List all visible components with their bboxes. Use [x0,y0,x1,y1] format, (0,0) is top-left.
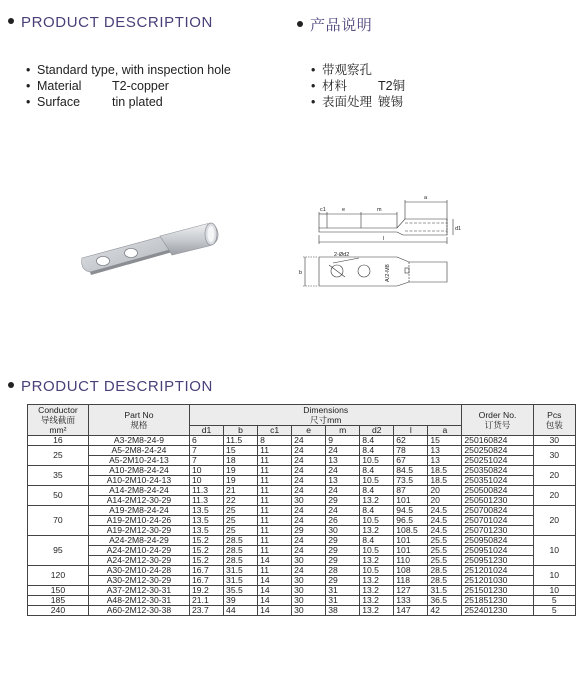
cell-order-no: 250951024 [462,546,533,556]
cell-conductor: 70 [28,506,89,536]
header-part-no: Part No 规格 [88,405,189,436]
bullet-icon: • [26,95,31,109]
header-dim-m: m [326,426,360,436]
cell-dimension: 73.5 [394,476,428,486]
cell-order-no: 251851230 [462,596,533,606]
feature-key: Material [37,79,82,93]
table-row [28,516,576,526]
cell-part-no: A30-2M12-30-29 [88,576,189,586]
cell-dimension: 84.5 [394,466,428,476]
header-order-no: Order No. 订货号 [462,405,533,436]
table-row [28,596,576,606]
cell-dimension: 13 [326,476,360,486]
technical-drawing [297,190,467,305]
cell-dimension: 26 [326,516,360,526]
cell-dimension: 28.5 [224,546,258,556]
cell-dimension: 30 [292,496,326,506]
bullet-dot-icon [8,18,14,24]
cell-order-no: 250160824 [462,436,533,446]
cell-dimension: 24 [326,446,360,456]
cell-dimension: 6 [190,436,224,446]
cell-part-no: A10-2M10-24-13 [88,476,189,486]
cell-dimension: 8.4 [360,466,394,476]
cell-order-no: 250950824 [462,536,533,546]
cell-pcs: 20 [533,486,575,506]
dim-label-a: a [424,195,428,201]
cell-dimension: 10.5 [360,566,394,576]
cell-dimension: 29 [326,546,360,556]
cell-pcs: 10 [533,536,575,566]
cell-dimension: 62 [394,436,428,446]
cell-dimension: 28.5 [224,536,258,546]
cell-dimension: 25 [224,526,258,536]
bolt-hole-icon [125,248,138,257]
cell-order-no: 252401230 [462,606,533,616]
cell-dimension: 13.2 [360,526,394,536]
cell-order-no: 250351024 [462,476,533,486]
cell-dimension: 11 [258,496,292,506]
cell-dimension: 30 [292,596,326,606]
cell-dimension: 20 [428,486,462,496]
feature-value: tin plated [112,95,163,109]
cell-dimension: 13.5 [190,516,224,526]
cell-dimension: 24 [326,466,360,476]
cell-part-no: A24-2M12-30-29 [88,556,189,566]
cell-dimension: 10.5 [360,546,394,556]
cell-dimension: 13 [428,446,462,456]
cell-dimension: 127 [394,586,428,596]
cell-pcs: 30 [533,446,575,466]
bullet-dot-icon [297,21,303,27]
cell-dimension: 30 [292,576,326,586]
table-row [28,476,576,486]
header-dim-e: e [292,426,326,436]
cell-dimension: 38 [326,606,360,616]
cell-dimension: 28.5 [428,566,462,576]
cell-dimension: 11 [258,456,292,466]
cell-dimension: 11 [258,536,292,546]
cell-part-no: A19-2M8-24-24 [88,506,189,516]
cell-dimension: 8.4 [360,486,394,496]
cell-dimension: 24 [292,466,326,476]
cell-dimension: 31 [326,596,360,606]
cell-conductor: 150 [28,586,89,596]
cell-dimension: 8.4 [360,436,394,446]
cell-dimension: 39 [224,596,258,606]
cell-dimension: 11 [258,486,292,496]
cell-dimension: 16.7 [190,566,224,576]
top-view-outline [319,257,447,286]
bullet-icon: • [311,63,316,77]
cell-dimension: 7 [190,446,224,456]
cell-dimension: 15 [428,436,462,446]
cell-part-no: A30-2M10-24-28 [88,566,189,576]
feature-item [26,94,231,110]
cell-dimension: 24 [292,456,326,466]
cell-dimension: 42 [428,606,462,616]
cell-dimension: 67 [394,456,428,466]
cell-dimension: 24 [292,516,326,526]
cell-dimension: 29 [292,526,326,536]
cell-dimension: 8.4 [360,536,394,546]
cell-part-no: A24-2M10-24-29 [88,546,189,556]
cell-dimension: 15.2 [190,546,224,556]
table-row [28,506,576,516]
feature-key: 材料 [322,79,348,93]
feature-item [26,78,231,94]
cell-dimension: 28.5 [428,576,462,586]
cell-dimension: 30 [326,526,360,536]
cell-dimension: 25 [224,516,258,526]
dim-label-c1: c1 [320,207,326,213]
cell-part-no: A14-2M8-24-24 [88,486,189,496]
feature-value: T2铜 [378,79,406,93]
table-row [28,526,576,536]
cell-dimension: 24.5 [428,526,462,536]
cell-dimension: 18.5 [428,466,462,476]
cell-order-no: 250251024 [462,456,533,466]
bullet-icon: • [26,63,31,77]
cell-dimension: 31.5 [224,576,258,586]
cell-dimension: 8.4 [360,506,394,516]
cell-dimension: 25.5 [428,556,462,566]
cell-dimension: 14 [258,586,292,596]
cell-dimension: 28 [326,566,360,576]
header-dim-c1: c1 [258,426,292,436]
cell-dimension: 14 [258,596,292,606]
header-dim-d1: d1 [190,426,224,436]
cell-dimension: 30 [292,586,326,596]
cell-conductor: 185 [28,596,89,606]
cell-order-no: 250500824 [462,486,533,496]
cell-part-no: A24-2M8-24-29 [88,536,189,546]
cell-dimension: 18 [224,456,258,466]
cell-dimension: 10 [190,476,224,486]
dim-label-e: e [342,207,346,213]
cell-dimension: 19 [224,466,258,476]
cell-dimension: 13 [428,456,462,466]
cell-conductor: 16 [28,436,89,446]
section-heading-zh: 产品说明 [297,14,372,35]
feature-key: Standard type, with inspection hole [37,63,231,77]
spec-table-body [28,436,576,616]
cell-dimension: 110 [394,556,428,566]
cell-dimension: 108 [394,566,428,576]
header-dim-a: a [428,426,462,436]
cell-dimension: 13.2 [360,556,394,566]
cell-dimension: 11 [258,516,292,526]
cell-dimension: 31 [326,586,360,596]
cell-dimension: 21.1 [190,596,224,606]
table-row [28,606,576,616]
cell-order-no: 250250824 [462,446,533,456]
cell-order-no: 250350824 [462,466,533,476]
cell-order-no: 250701230 [462,526,533,536]
barrel-bore [208,226,215,242]
cell-part-no: A60-2M12-30-38 [88,606,189,616]
cell-dimension: 21 [224,486,258,496]
cell-dimension: 11.3 [190,496,224,506]
cell-dimension: 25.5 [428,546,462,556]
cell-part-no: A5-2M10-24-13 [88,456,189,466]
bullet-dot-icon [8,382,14,388]
table-row [28,576,576,586]
cell-part-no: A5-2M8-24-24 [88,446,189,456]
cell-conductor: 240 [28,606,89,616]
cell-dimension: 29 [326,556,360,566]
cell-part-no: A3-2M8-24-9 [88,436,189,446]
cell-dimension: 24 [292,436,326,446]
feature-item [311,78,405,94]
header-dim-d2: d2 [360,426,394,436]
cell-pcs: 5 [533,606,575,616]
cell-part-no: A48-2M12-30-31 [88,596,189,606]
cell-dimension: 108.5 [394,526,428,536]
product-photo [72,200,232,280]
table-row [28,456,576,466]
cell-dimension: 11 [258,506,292,516]
cell-dimension: 94.5 [394,506,428,516]
cell-pcs: 30 [533,436,575,446]
cell-dimension: 118 [394,576,428,586]
cell-dimension: 8.4 [360,446,394,456]
cell-dimension: 96.5 [394,516,428,526]
header-dimensions: Dimensions 尺寸mm [190,405,462,426]
cell-dimension: 101 [394,496,428,506]
cell-dimension: 15 [224,446,258,456]
cell-dimension: 24 [292,486,326,496]
cell-part-no: A19-2M12-30-29 [88,526,189,536]
table-row [28,446,576,456]
header-dim-b: b [224,426,258,436]
cell-conductor: 25 [28,446,89,466]
cell-conductor: 35 [28,466,89,486]
cell-dimension: 8 [258,436,292,446]
bullet-icon: • [26,79,31,93]
cell-dimension: 31.5 [224,566,258,576]
cell-part-no: A19-2M10-24-26 [88,516,189,526]
cell-order-no: 250501230 [462,496,533,506]
cell-conductor: 50 [28,486,89,506]
cell-order-no: 251201024 [462,566,533,576]
cell-dimension: 15.2 [190,536,224,546]
header-dim-l: l [394,426,428,436]
cell-dimension: 15.2 [190,556,224,566]
cell-dimension: 29 [326,536,360,546]
section-heading-en-2: PRODUCT DESCRIPTION [8,378,213,395]
cell-dimension: 13.2 [360,576,394,586]
feature-value: T2-copper [112,79,169,93]
cell-dimension: 24 [326,486,360,496]
side-view-outline [319,219,447,235]
cell-dimension: 29 [326,496,360,506]
cell-dimension: 78 [394,446,428,456]
cell-pcs: 10 [533,586,575,596]
cell-order-no: 251501230 [462,586,533,596]
cell-order-no: 250700824 [462,506,533,516]
cell-dimension: 13.2 [360,596,394,606]
cell-pcs: 5 [533,596,575,606]
cell-dimension: 101 [394,546,428,556]
cell-dimension: 147 [394,606,428,616]
table-row [28,586,576,596]
cell-dimension: 11 [258,466,292,476]
cell-dimension: 24 [292,546,326,556]
cell-dimension: 14 [258,576,292,586]
features-list-zh [311,62,405,110]
cell-dimension: 10 [190,466,224,476]
cell-dimension: 24.5 [428,506,462,516]
dim-label-m: m [377,207,382,213]
cell-dimension: 87 [394,486,428,496]
cell-dimension: 24 [292,476,326,486]
cell-pcs: 20 [533,506,575,536]
feature-item [26,62,231,78]
cell-dimension: 7 [190,456,224,466]
cell-dimension: 36.5 [428,596,462,606]
cell-part-no: A10-2M8-24-24 [88,466,189,476]
cell-dimension: 28.5 [224,556,258,566]
features-list-en [26,62,231,110]
cell-pcs: 10 [533,566,575,586]
cell-order-no: 251201030 [462,576,533,586]
table-row [28,436,576,446]
cell-dimension: 101 [394,536,428,546]
dim-label-b: b [299,270,303,276]
cell-dimension: 24 [292,506,326,516]
cell-pcs: 20 [533,466,575,486]
bolt-hole-icon [97,256,110,265]
dim-label-d1: d1 [455,226,462,232]
cell-dimension: 11 [258,526,292,536]
cell-dimension: 9 [326,436,360,446]
section-heading-en: PRODUCT DESCRIPTION [8,14,213,31]
cell-dimension: 133 [394,596,428,606]
cell-dimension: 10.5 [360,516,394,526]
table-row [28,566,576,576]
cell-dimension: 16.7 [190,576,224,586]
cell-dimension: 11.5 [224,436,258,446]
cell-dimension: 13.2 [360,496,394,506]
feature-item [311,62,405,78]
table-row [28,496,576,506]
cell-dimension: 19.2 [190,586,224,596]
cell-dimension: 30 [292,606,326,616]
cell-order-no: 250951230 [462,556,533,566]
cell-order-no: 250701024 [462,516,533,526]
cell-dimension: 24 [292,446,326,456]
dim-label-l: l [383,236,385,242]
cell-dimension: 20 [428,496,462,506]
stamp-marking: A/2-M8 [385,264,391,282]
header-pcs: Pcs 包装 [533,405,575,436]
cell-conductor: 120 [28,566,89,586]
cell-dimension: 44 [224,606,258,616]
cell-dimension: 35.5 [224,586,258,596]
cell-part-no: A37-2M12-30-31 [88,586,189,596]
cell-dimension: 10.5 [360,476,394,486]
feature-key: 表面处理 [322,95,373,109]
cell-dimension: 31.5 [428,586,462,596]
cell-dimension: 30 [292,556,326,566]
cell-dimension: 13.2 [360,586,394,596]
spec-table [27,404,576,616]
cell-dimension: 13 [326,456,360,466]
feature-key: Surface [37,95,81,109]
cell-dimension: 29 [326,576,360,586]
feature-value: 镀锡 [378,95,404,109]
bullet-icon: • [311,79,316,93]
cell-dimension: 11 [258,566,292,576]
cell-dimension: 19 [224,476,258,486]
cell-dimension: 24 [326,506,360,516]
cell-conductor: 95 [28,536,89,566]
bullet-icon: • [311,95,316,109]
cell-dimension: 13.5 [190,506,224,516]
cell-dimension: 11.3 [190,486,224,496]
hole-callout: 2-Ød2 [334,252,350,258]
cell-dimension: 24 [292,536,326,546]
cell-dimension: 23.7 [190,606,224,616]
cell-dimension: 11 [258,546,292,556]
cell-dimension: 25.5 [428,536,462,546]
feature-item [311,94,405,110]
cell-dimension: 18.5 [428,476,462,486]
cell-dimension: 13.2 [360,606,394,616]
cell-dimension: 10.5 [360,456,394,466]
cell-dimension: 24.5 [428,516,462,526]
feature-key: 带观察孔 [322,63,373,77]
table-row [28,546,576,556]
table-row [28,466,576,476]
bolt-hole-icon [358,265,370,277]
cell-dimension: 11 [258,446,292,456]
cell-dimension: 24 [292,566,326,576]
table-row [28,556,576,566]
table-row [28,486,576,496]
cell-dimension: 25 [224,506,258,516]
cell-dimension: 13.5 [190,526,224,536]
table-row [28,536,576,546]
cell-part-no: A14-2M12-30-29 [88,496,189,506]
cell-dimension: 22 [224,496,258,506]
header-conductor: Conductor 导线截面 mm² [28,405,89,436]
cell-dimension: 11 [258,476,292,486]
cell-dimension: 14 [258,556,292,566]
cell-dimension: 14 [258,606,292,616]
